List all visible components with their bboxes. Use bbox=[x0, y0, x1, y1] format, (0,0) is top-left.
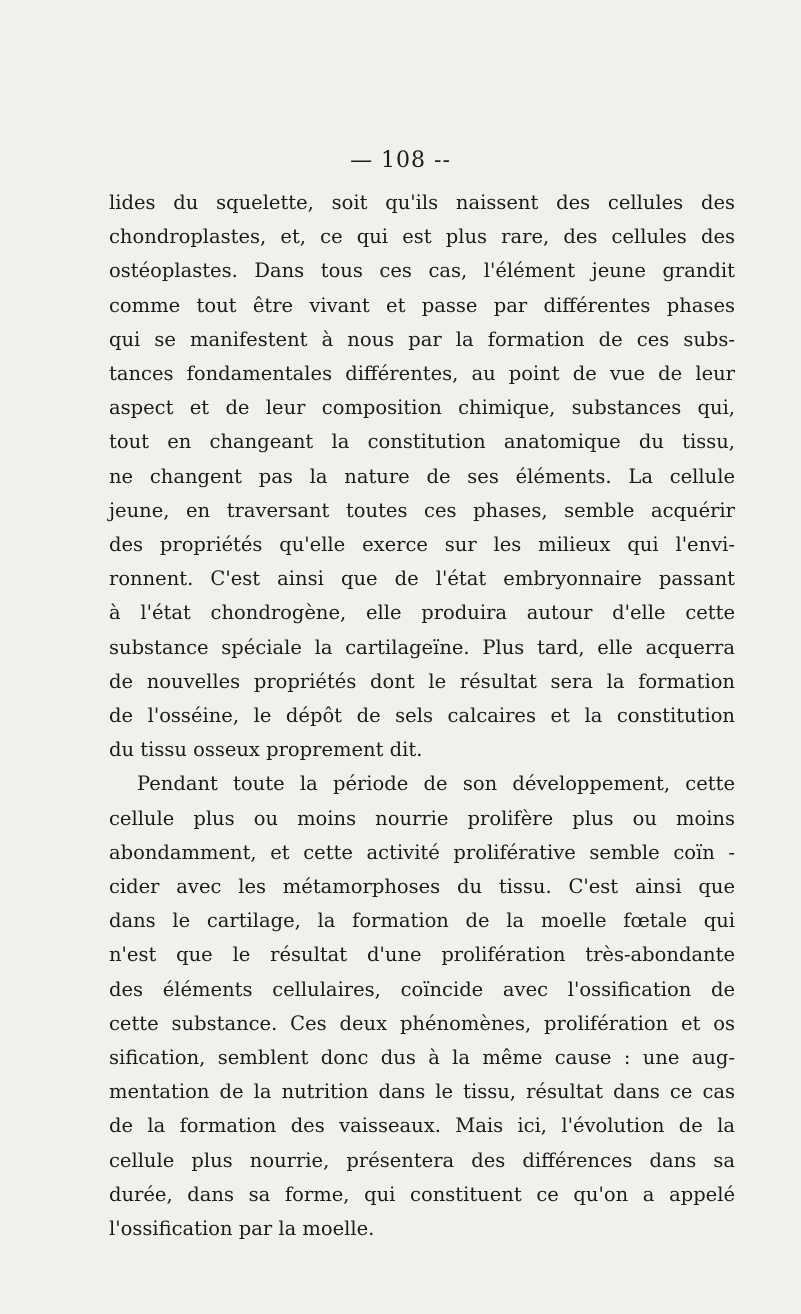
text-line: dans le cartilage, la formation de la moelle fœtale qui bbox=[109, 909, 735, 933]
text-line: de la formation des vaisseaux. Mais ici, l'évolution de la bbox=[109, 1114, 735, 1138]
text-line: à l'état chondrogène, elle produira autour d'elle cette bbox=[109, 601, 735, 625]
text-line: cellule plus nourrie, présentera des différences dans sa bbox=[109, 1148, 735, 1172]
text-line: ostéoplastes. Dans tous ces cas, l'élément jeune grandit bbox=[109, 259, 735, 283]
text-line: mentation de la nutrition dans le tissu, résultat dans ce cas bbox=[109, 1080, 735, 1104]
text-line: des propriétés qu'elle exerce sur les milieux qui l'envi- bbox=[109, 533, 735, 557]
text-line: cider avec les métamorphoses du tissu. C'est ainsi que bbox=[109, 875, 735, 899]
text-line: Pendant toute la période de son développement, cette bbox=[137, 772, 735, 796]
paragraph-1 bbox=[109, 186, 735, 767]
text-line: substance spéciale la cartilageïne. Plus tard, elle acquerra bbox=[109, 635, 735, 659]
text-line: abondamment, et cette activité proliférative semble coïn - bbox=[109, 840, 735, 864]
paragraph-2 bbox=[109, 767, 735, 1246]
text-line: de nouvelles propriétés dont le résultat sera la formation bbox=[109, 669, 735, 693]
text-line: ne changent pas la nature de ses éléments. La cellule bbox=[109, 464, 735, 488]
text-line: du tissu osseux proprement dit. bbox=[109, 738, 423, 762]
text-line: jeune, en traversant toutes ces phases, semble acquérir bbox=[109, 498, 735, 522]
text-line: durée, dans sa forme, qui constituent ce qu'on a appelé bbox=[109, 1182, 735, 1206]
text-line: n'est que le résultat d'une prolifération très-abondante bbox=[109, 943, 735, 967]
text-line: des éléments cellulaires, coïncide avec l'ossification de bbox=[109, 977, 735, 1001]
text-line: comme tout être vivant et passe par différentes phases bbox=[109, 293, 735, 317]
page-number: — 108 -- bbox=[350, 148, 451, 173]
text-line: sification, semblent donc dus à la même cause : une aug- bbox=[109, 1046, 735, 1070]
text-line: qui se manifestent à nous par la formation de ces subs- bbox=[109, 327, 735, 351]
text-line: l'ossification par la moelle. bbox=[109, 1217, 375, 1241]
text-line: lides du squelette, soit qu'ils naissent des cellules des bbox=[109, 191, 735, 214]
text-line: tout en changeant la constitution anatomique du tissu, bbox=[109, 430, 735, 454]
text-line: cette substance. Ces deux phénomènes, prolifération et os bbox=[109, 1011, 735, 1035]
text-line: cellule plus ou moins nourrie prolifère plus ou moins bbox=[109, 806, 735, 830]
text-line: tances fondamentales différentes, au point de vue de leur bbox=[109, 362, 735, 386]
text-line: aspect et de leur composition chimique, substances qui, bbox=[109, 396, 735, 420]
body-text bbox=[109, 186, 735, 1246]
text-line: ronnent. C'est ainsi que de l'état embryonnaire passant bbox=[109, 567, 735, 591]
text-line: de l'osséine, le dépôt de sels calcaires et la constitution bbox=[109, 704, 735, 728]
text-line: chondroplastes, et, ce qui est plus rare, des cellules des bbox=[109, 225, 735, 249]
